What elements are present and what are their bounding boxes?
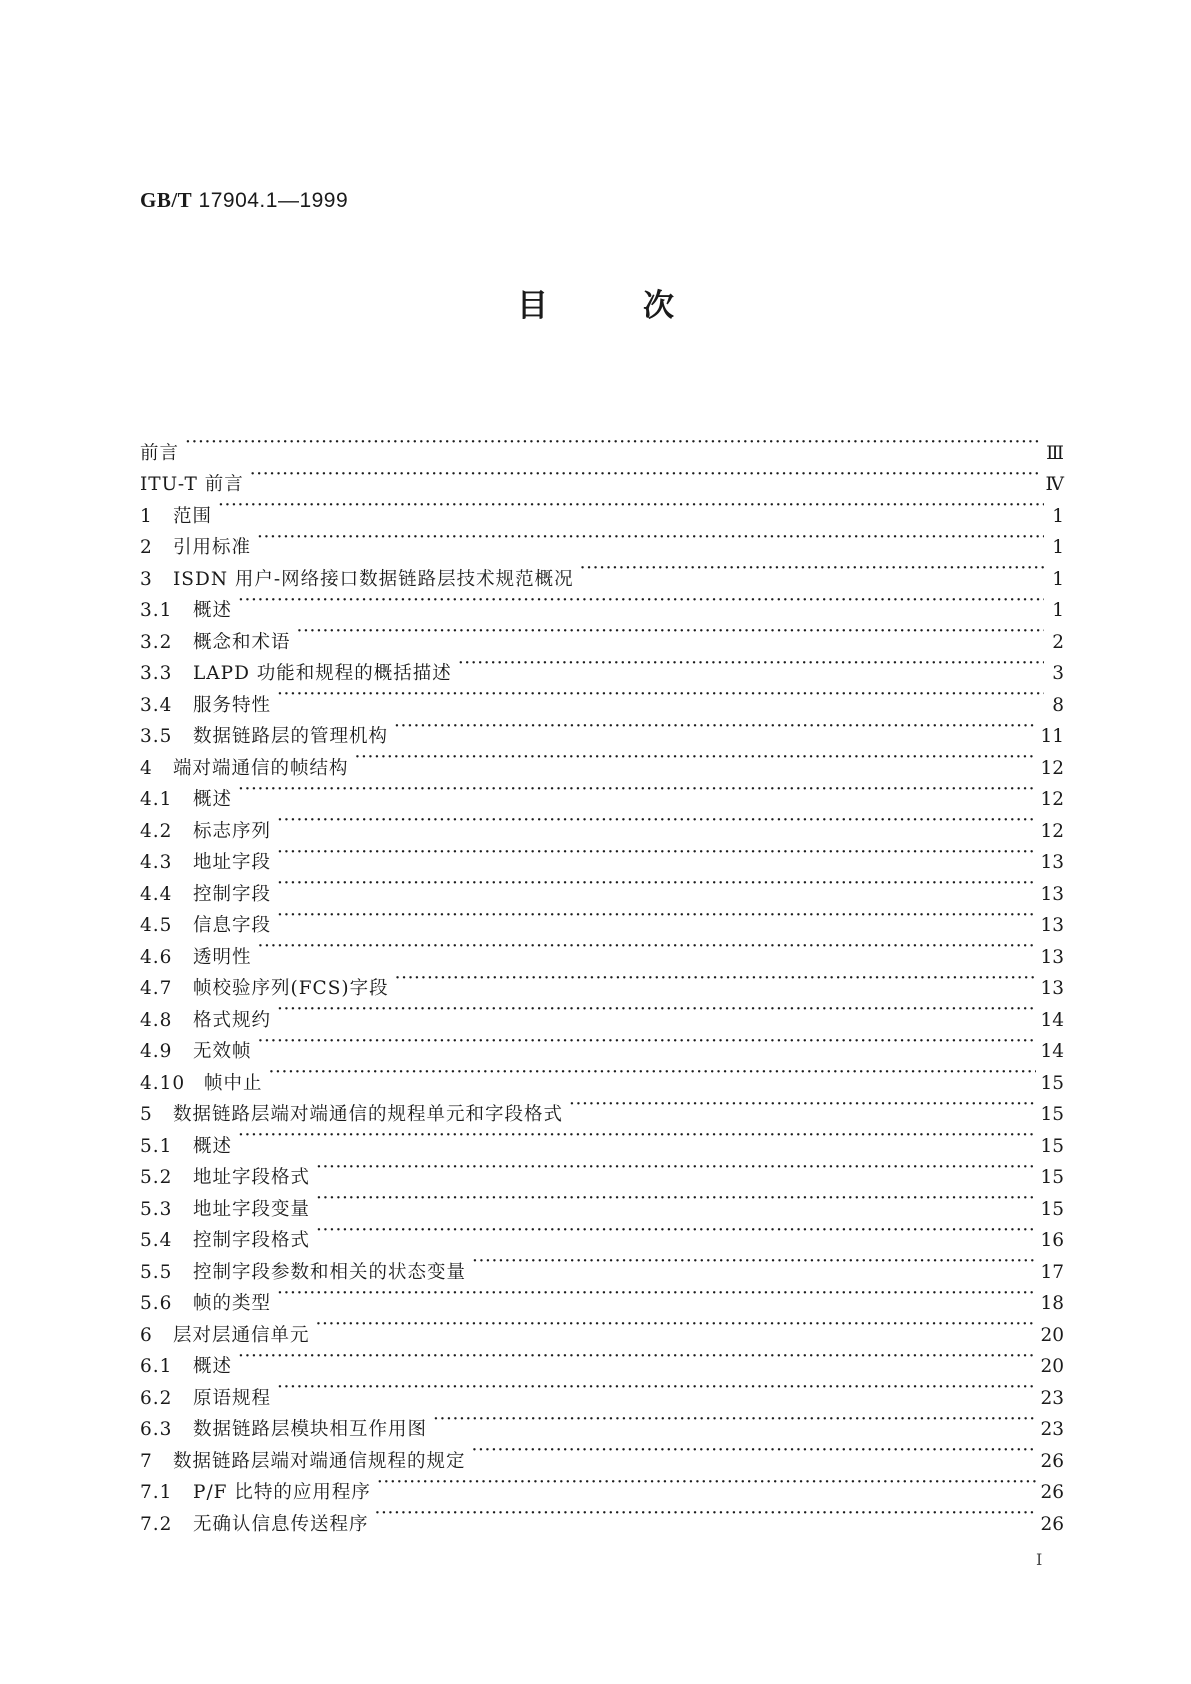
toc-entry[interactable] (140, 1309, 1064, 1346)
toc-entry-number: 2 (140, 537, 153, 558)
toc-entry-page: 13 (1040, 852, 1064, 873)
toc-entry[interactable] (140, 459, 1064, 495)
toc-entry-page: 15 (1040, 1072, 1064, 1094)
toc-entry[interactable] (140, 774, 1064, 810)
toc-leader-dots (258, 931, 1037, 963)
toc-entry-page: 13 (1040, 978, 1064, 999)
toc-leader-dots (238, 1341, 1036, 1373)
toc-entry-page: 26 (1040, 1450, 1064, 1472)
toc-entry-page: 12 (1040, 820, 1064, 842)
toc-entry-number: 3.4 (140, 694, 173, 716)
toc-entry-page: 15 (1040, 1167, 1064, 1188)
toc-entry[interactable] (140, 931, 1064, 968)
toc-entry[interactable] (140, 868, 1064, 905)
toc-leader-dots (433, 1404, 1036, 1436)
toc-entry-page: Ⅳ (1045, 474, 1064, 495)
toc-entry-title: 服务特性 (193, 694, 272, 716)
toc-entry-page: 8 (1052, 694, 1064, 716)
toc-entry-title: 引用标准 (173, 537, 252, 558)
toc-leader-dots (316, 1309, 1037, 1341)
toc-entry-title: 控制字段参数和相关的状态变量 (193, 1261, 467, 1283)
toc-entry-title: 信息字段 (193, 915, 272, 936)
page-folio: I (1036, 1550, 1043, 1569)
toc-entry-page: 1 (1052, 568, 1064, 590)
toc-leader-dots (297, 616, 1044, 648)
toc-entry-page: 13 (1040, 946, 1064, 968)
toc-entry-number: 4.6 (140, 946, 173, 968)
toc-entry[interactable] (140, 585, 1064, 621)
toc-leader-dots (580, 553, 1044, 585)
toc-entry-page: 23 (1040, 1419, 1064, 1440)
toc-leader-dots (316, 1152, 1036, 1184)
toc-entry-number: 4.1 (140, 789, 173, 810)
toc-entry-number: 4 (140, 757, 153, 779)
toc-entry[interactable] (140, 900, 1064, 936)
toc-entry-number: 6 (140, 1324, 153, 1346)
toc-leader-dots (472, 1435, 1037, 1467)
toc-leader-dots (258, 1026, 1037, 1058)
toc-leader-dots (250, 459, 1042, 491)
toc-entry-title: 数据链路层的管理机构 (193, 726, 389, 747)
toc-entry-number: 4.7 (140, 978, 173, 999)
toc-leader-dots (238, 585, 1044, 617)
toc-entry-page: 20 (1040, 1356, 1064, 1377)
toc-entry-number: 4.10 (140, 1072, 186, 1094)
toc-leader-dots (257, 522, 1044, 554)
toc-entry-page: 15 (1040, 1198, 1064, 1220)
toc-leader-dots (277, 805, 1036, 837)
toc-entry-number: 4.2 (140, 820, 173, 842)
toc-entry[interactable] (140, 427, 1064, 464)
toc-entry-number: 7.1 (140, 1482, 173, 1503)
toc-entry[interactable] (140, 616, 1064, 653)
toc-leader-dots (375, 1498, 1037, 1530)
toc-entry-page: 23 (1040, 1387, 1064, 1409)
toc-entry[interactable] (140, 1057, 1064, 1094)
toc-entry-number: 4.9 (140, 1041, 173, 1062)
toc-entry[interactable] (140, 1152, 1064, 1188)
standard-prefix: GB/T (140, 188, 193, 212)
toc-entry-title: 概述 (193, 789, 233, 810)
toc-entry[interactable] (140, 1120, 1064, 1157)
toc-entry-title: 标志序列 (193, 820, 272, 842)
toc-entry-page: 13 (1040, 915, 1064, 936)
toc-entry[interactable] (140, 994, 1064, 1031)
toc-leader-dots (395, 963, 1037, 995)
toc-entry-page: 12 (1040, 757, 1064, 779)
toc-entry-title: LAPD 功能和规程的概括描述 (193, 663, 452, 684)
toc-entry-title: 数据链路层模块相互作用图 (193, 1419, 428, 1440)
toc-entry[interactable] (140, 1089, 1064, 1125)
toc-entry-page: 18 (1040, 1293, 1064, 1314)
toc-entry[interactable] (140, 490, 1064, 527)
toc-entry-title: 概述 (193, 1356, 233, 1377)
toc-entry-title: ITU-T 前言 (140, 474, 244, 495)
toc-entry-page: 11 (1040, 726, 1064, 747)
toc-entry-title: 无确认信息传送程序 (193, 1513, 369, 1535)
toc-entry-title: 帧的类型 (193, 1293, 272, 1314)
toc-entry-page: 2 (1052, 631, 1064, 653)
toc-entry-title: P/F 比特的应用程序 (193, 1482, 371, 1503)
toc-entry-number: 5.1 (140, 1135, 173, 1157)
toc-entry[interactable] (140, 553, 1064, 590)
toc-entry-title: 端对端通信的帧结构 (173, 757, 349, 779)
standard-number: 17904.1—1999 (198, 189, 349, 212)
toc-entry-number: 5.5 (140, 1261, 173, 1283)
toc-leader-dots (185, 427, 1042, 459)
toc-entry-title: 帧校验序列(FCS)字段 (193, 978, 389, 999)
toc-entry[interactable] (140, 711, 1064, 747)
toc-entry-number: 5.6 (140, 1293, 173, 1314)
toc-leader-dots (277, 868, 1036, 900)
toc-entry[interactable] (140, 1278, 1064, 1314)
toc-leader-dots (238, 1120, 1036, 1152)
toc-entry-number: 5 (140, 1104, 153, 1125)
toc-entry-number: 5.4 (140, 1230, 173, 1251)
toc-entry-title: 格式规约 (193, 1009, 272, 1031)
toc-entry-title: 控制字段 (193, 883, 272, 905)
toc-entry-number: 3.2 (140, 631, 173, 653)
toc-leader-dots (277, 1372, 1036, 1404)
toc-leader-dots (394, 711, 1036, 743)
toc-entry-page: 12 (1040, 789, 1064, 810)
toc-entry-page: 13 (1040, 883, 1064, 905)
toc-entry-number: 5.3 (140, 1198, 173, 1220)
toc-entry-page: 3 (1052, 663, 1064, 684)
toc-leader-dots (277, 994, 1036, 1026)
toc-entry-number: 3.5 (140, 726, 173, 747)
toc-leader-dots (277, 837, 1036, 869)
toc-entry-page: Ⅲ (1046, 442, 1064, 464)
toc-leader-dots (218, 490, 1044, 522)
toc-entry-title: 概述 (193, 600, 233, 621)
toc-entry-title: 概述 (193, 1135, 233, 1157)
toc-entry-page: 14 (1040, 1009, 1064, 1031)
toc-leader-dots (458, 648, 1044, 680)
toc-entry-number: 6.3 (140, 1419, 173, 1440)
toc-entry-number: 3.3 (140, 663, 173, 684)
toc-entry-number: 4.4 (140, 883, 173, 905)
toc-entry[interactable] (140, 1404, 1064, 1440)
toc-entry-number: 7 (140, 1450, 153, 1472)
toc-entry-number: 4.5 (140, 915, 173, 936)
toc-leader-dots (316, 1215, 1036, 1247)
toc-leader-dots (277, 679, 1044, 711)
toc-leader-dots (277, 900, 1036, 932)
toc-entry-number: 7.2 (140, 1513, 173, 1535)
toc-entry[interactable] (140, 1341, 1064, 1377)
toc-entry-page: 1 (1052, 537, 1064, 558)
toc-entry[interactable] (140, 522, 1064, 558)
toc-entry-number: 4.3 (140, 852, 173, 873)
toc-entry-page: 16 (1040, 1230, 1064, 1251)
toc-entry-page: 26 (1040, 1513, 1064, 1535)
toc-entry-title: 帧中止 (204, 1072, 263, 1094)
toc-entry-title: 层对层通信单元 (173, 1324, 310, 1346)
toc-entry-title: 范围 (173, 505, 213, 527)
toc-entry-title: 地址字段 (193, 852, 272, 873)
toc-entry-title: 概念和术语 (193, 631, 291, 653)
toc-entry-number: 4.8 (140, 1009, 173, 1031)
toc-entry-number: 3.1 (140, 600, 173, 621)
toc-entry-number: 6.2 (140, 1387, 173, 1409)
toc-entry-title: 地址字段变量 (193, 1198, 311, 1220)
toc-entry-title: 数据链路层端对端通信的规程单元和字段格式 (173, 1104, 564, 1125)
toc-entry[interactable] (140, 1026, 1064, 1062)
toc-entry-title: 透明性 (193, 946, 252, 968)
toc-entry-page: 1 (1052, 600, 1064, 621)
toc-entry[interactable] (140, 1372, 1064, 1409)
toc-entry-title: 地址字段格式 (193, 1167, 311, 1188)
toc-leader-dots (277, 1278, 1036, 1310)
toc-entry-page: 20 (1040, 1324, 1064, 1346)
toc-entry[interactable] (140, 837, 1064, 873)
toc-entry-title: 原语规程 (193, 1387, 272, 1409)
toc-leader-dots (238, 774, 1036, 806)
toc-entry-title: 前言 (140, 442, 180, 464)
toc-entry-number: 6.1 (140, 1356, 173, 1377)
toc-entry-page: 17 (1040, 1261, 1064, 1283)
toc-entry[interactable] (140, 679, 1064, 716)
toc-entry-title: 数据链路层端对端通信规程的规定 (173, 1450, 466, 1472)
toc-entry-title: 无效帧 (193, 1041, 252, 1062)
toc-entry-page: 15 (1040, 1104, 1064, 1125)
toc-entry-page: 14 (1040, 1041, 1064, 1062)
toc-leader-dots (569, 1089, 1036, 1121)
table-of-contents (140, 427, 1064, 1535)
standard-code (140, 188, 348, 213)
toc-entry-number: 3 (140, 568, 153, 590)
toc-leader-dots (377, 1467, 1037, 1499)
toc-entry-number: 5.2 (140, 1167, 173, 1188)
toc-entry[interactable] (140, 963, 1064, 999)
toc-entry[interactable] (140, 805, 1064, 842)
toc-entry-page: 1 (1052, 505, 1064, 527)
toc-leader-dots (316, 1183, 1036, 1215)
toc-entry-page: 26 (1040, 1482, 1064, 1503)
toc-entry-title: ISDN 用户-网络接口数据链路层技术规范概况 (173, 568, 574, 590)
toc-entry-number: 1 (140, 505, 153, 527)
toc-entry-title: 控制字段格式 (193, 1230, 311, 1251)
toc-leader-dots (269, 1057, 1037, 1089)
toc-entry-page: 15 (1040, 1135, 1064, 1157)
toc-leader-dots (355, 742, 1037, 774)
page-title: 目次 (517, 288, 769, 324)
toc-leader-dots (472, 1246, 1036, 1278)
